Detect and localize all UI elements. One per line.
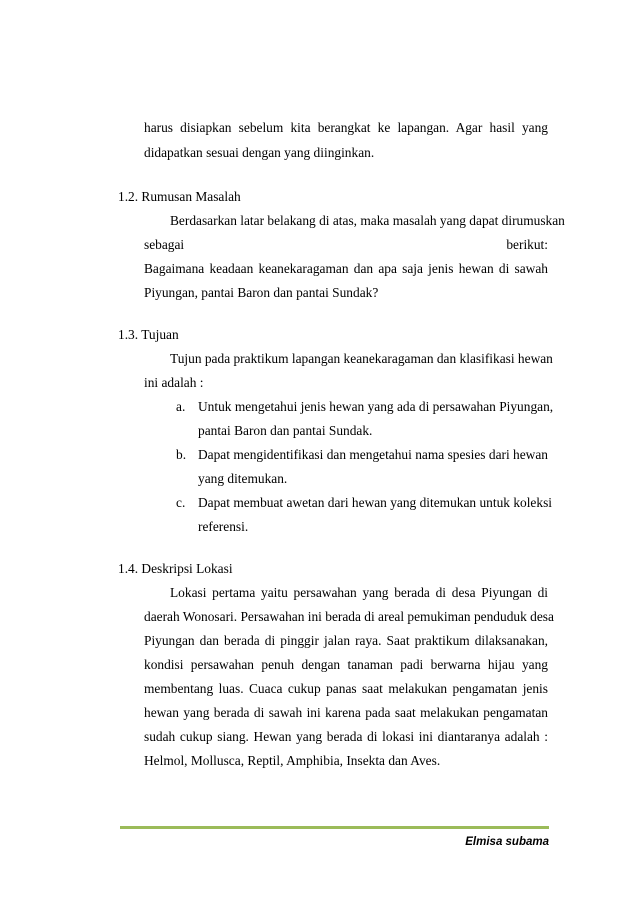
list-item-letter: b.: [176, 447, 187, 462]
list-item-letter: c.: [176, 495, 186, 510]
deskripsi-line-5: membentang luas. Cuaca cukup panas saat melakukan pengamatan jenis: [144, 681, 548, 696]
list-item-c-line-2: referensi.: [198, 519, 249, 534]
list-item-c-line-1: Dapat membuat awetan dari hewan yang ditemukan untuk koleksi: [198, 495, 553, 510]
rumusan-line-2-end: berikut:: [506, 237, 548, 252]
list-item-letter: a.: [176, 399, 186, 414]
deskripsi-line-7: sudah cukup siang. Hewan yang berada di lokasi ini diantaranya adalah :: [144, 729, 548, 744]
list-item-b-line-2: yang ditemukan.: [198, 471, 288, 486]
section-heading-rumusan-masalah: 1.2. Rumusan Masalah: [118, 189, 241, 204]
footer-rule: [120, 826, 549, 829]
tujuan-line-2: ini adalah :: [144, 375, 204, 390]
section-heading-tujuan: 1.3. Tujuan: [118, 327, 179, 342]
intro-line-2: didapatkan sesuai dengan yang diinginkan.: [144, 145, 375, 160]
rumusan-line-3: Bagaimana keadaan keanekaragaman dan apa saja jenis hewan di sawah: [144, 261, 548, 276]
footer-author: Elmisa subama: [465, 836, 549, 848]
list-item-a-line-2: pantai Baron dan pantai Sundak.: [198, 423, 373, 438]
deskripsi-line-2: daerah Wonosari. Persawahan ini berada di areal pemukiman penduduk desa: [144, 609, 554, 624]
intro-line-1: harus disiapkan sebelum kita berangkat ke lapangan. Agar hasil yang: [144, 120, 548, 135]
rumusan-line-1: Berdasarkan latar belakang di atas, maka masalah yang dapat dirumuskan: [170, 213, 565, 228]
deskripsi-line-4: kondisi persawahan penuh dengan tanaman padi berwarna hijau yang: [144, 657, 548, 672]
deskripsi-line-8: Helmol, Mollusca, Reptil, Amphibia, Insekta dan Aves.: [144, 753, 441, 768]
section-heading-deskripsi-lokasi: 1.4. Deskripsi Lokasi: [118, 561, 233, 576]
deskripsi-line-3: Piyungan dan berada di pinggir jalan raya. Saat praktikum dilaksanakan,: [144, 633, 548, 648]
deskripsi-line-1: Lokasi pertama yaitu persawahan yang berada di desa Piyungan di: [170, 585, 548, 600]
deskripsi-line-6: hewan yang berada di sawah ini karena pada saat melakukan pengamatan: [144, 705, 548, 720]
rumusan-line-2-start: sebagai: [144, 237, 185, 252]
tujuan-line-1: Tujun pada praktikum lapangan keanekaragaman dan klasifikasi hewan: [170, 351, 553, 366]
rumusan-line-4: Piyungan, pantai Baron dan pantai Sundak?: [144, 285, 379, 300]
list-item-a-line-1: Untuk mengetahui jenis hewan yang ada di persawahan Piyungan,: [198, 399, 554, 414]
list-item-b-line-1: Dapat mengidentifikasi dan mengetahui nama spesies dari hewan: [198, 447, 548, 462]
